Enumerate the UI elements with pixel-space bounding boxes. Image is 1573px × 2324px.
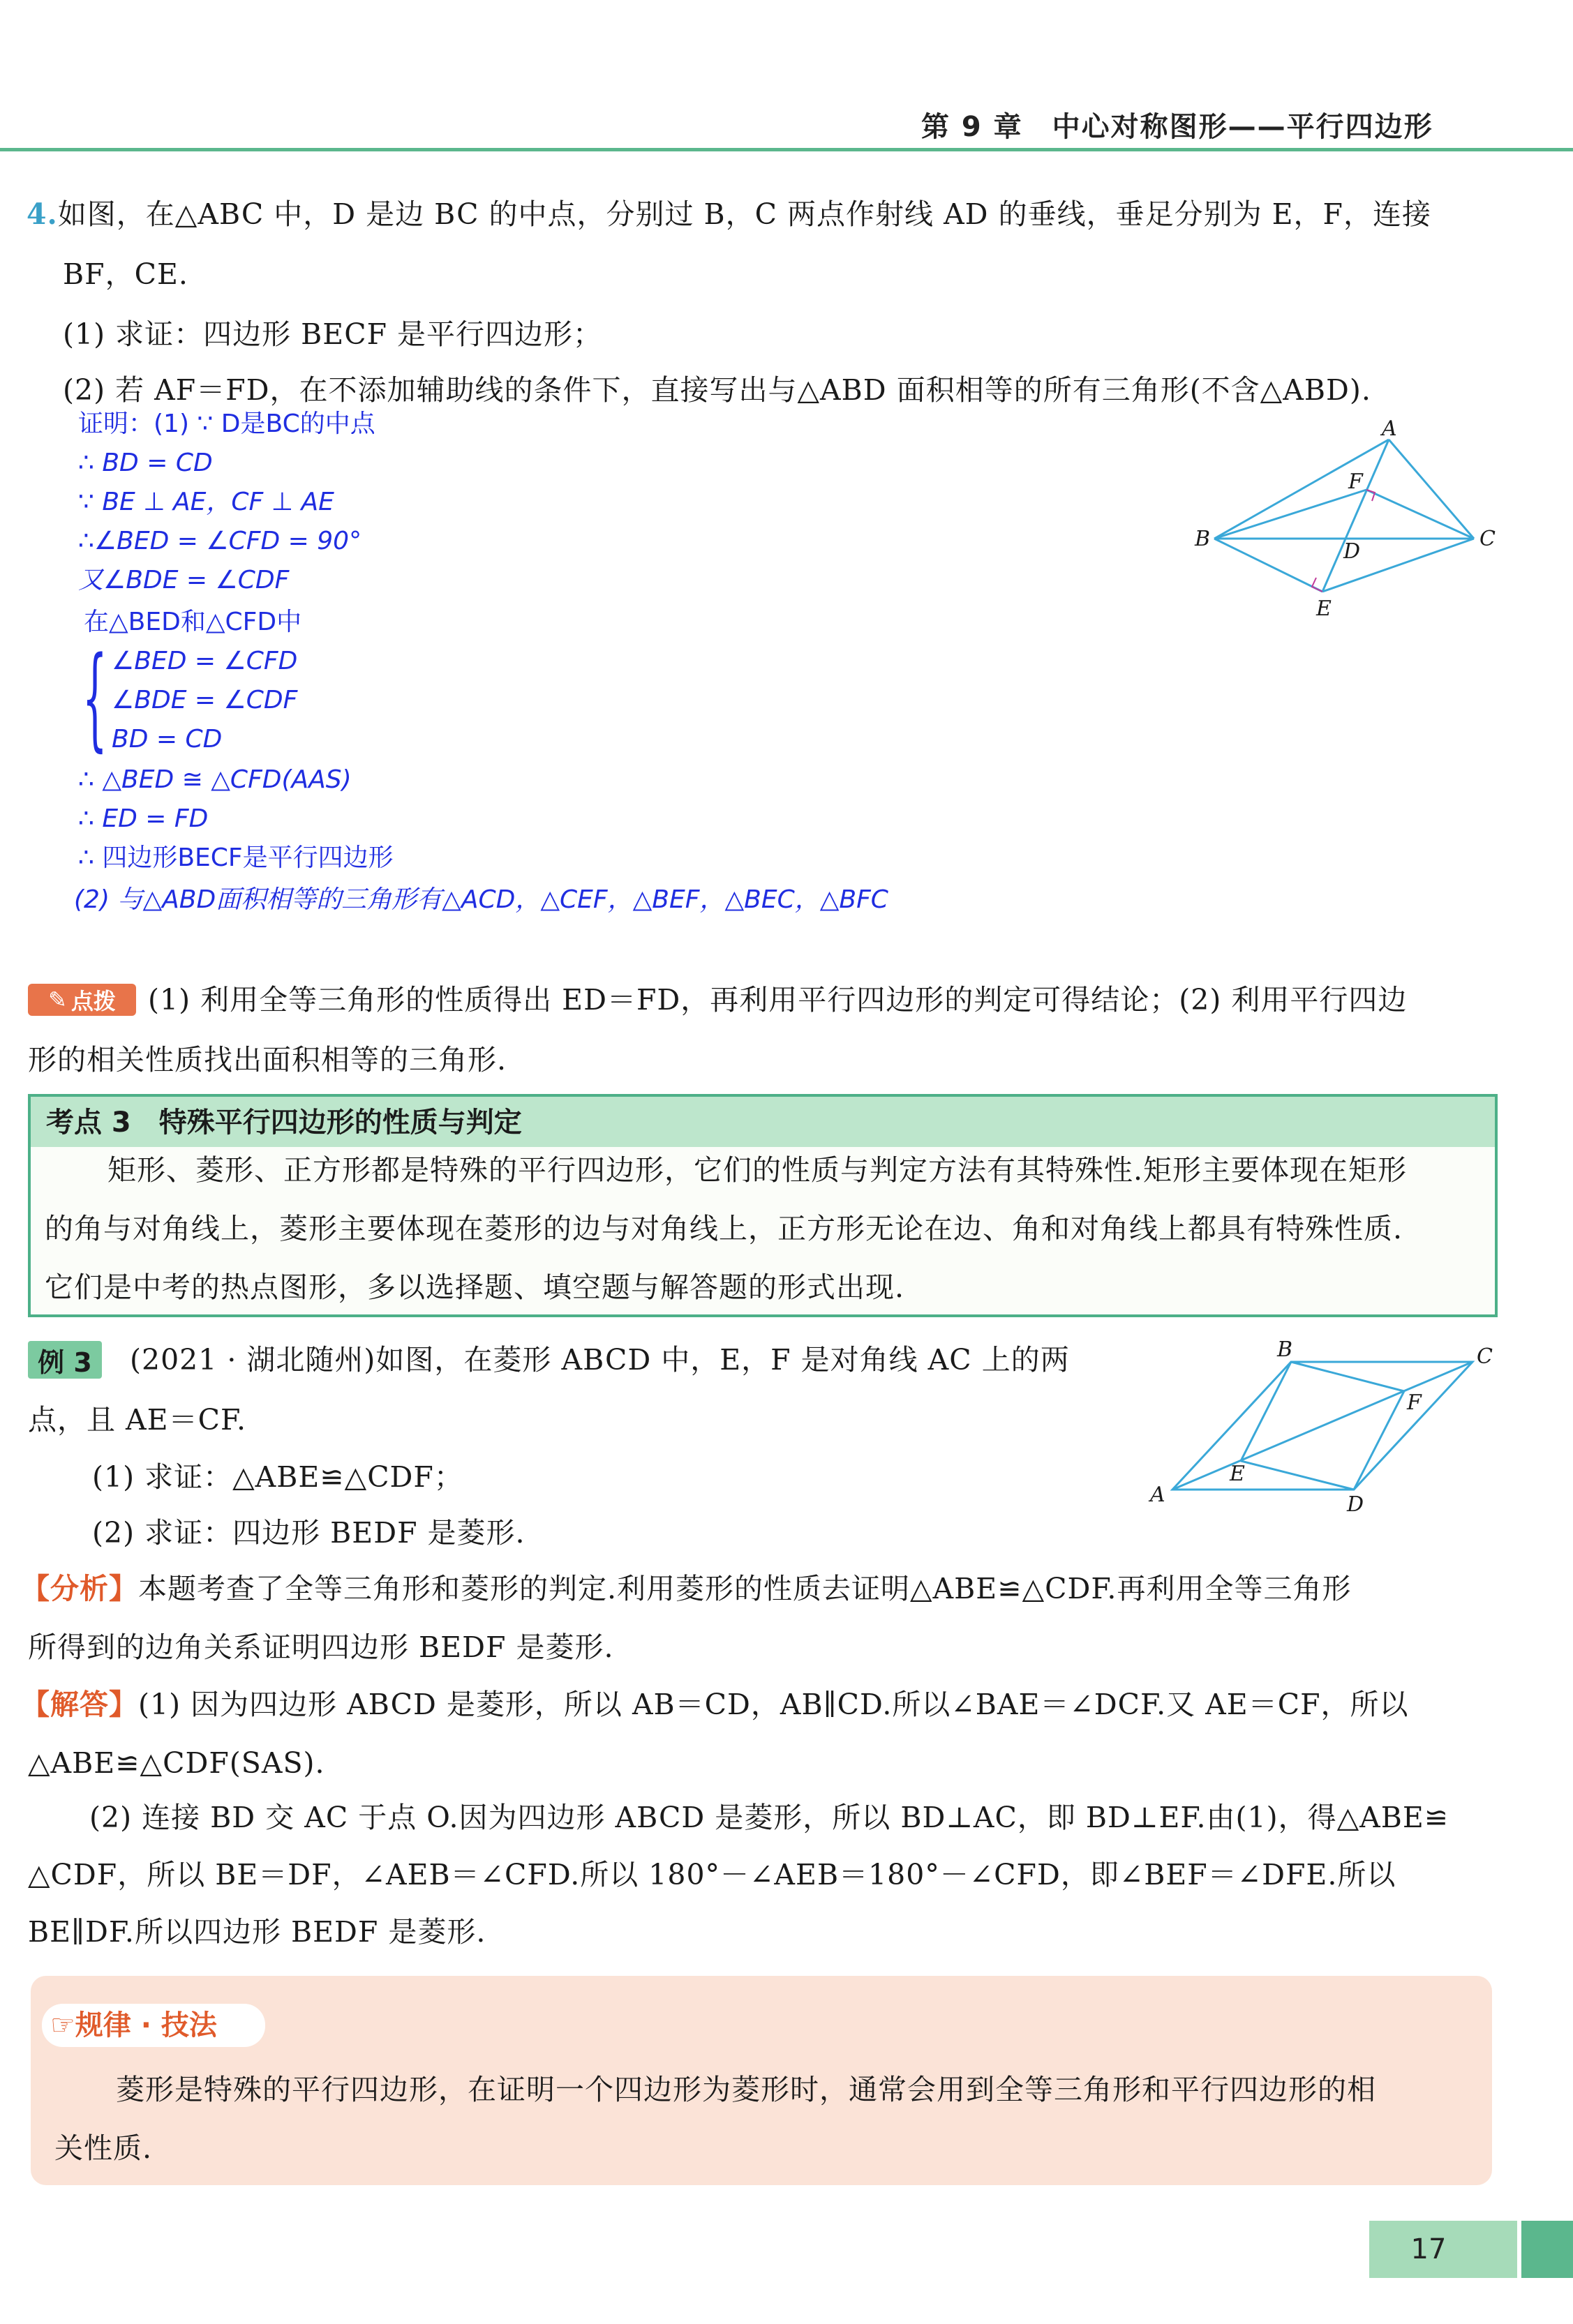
line-ED	[1241, 1461, 1354, 1490]
q4-part2: (2) 若 AF＝FD，在不添加辅助线的条件下，直接写出与△ABD 面积相等的所有三角形(不含△ABD).	[63, 373, 1371, 407]
dianbo-label: 点拨	[70, 988, 116, 1014]
ex3-label-D: D	[1347, 1492, 1364, 1514]
solution-text1: (1) 因为四边形 ABCD 是菱形，所以 AB＝CD，AB∥CD.所以∠BAE＝∠DCF.又 AE＝CF，所以	[138, 1688, 1409, 1721]
ex3-label-A: A	[1150, 1483, 1165, 1507]
example3-badge: 例 3	[28, 1341, 102, 1379]
q4-label-C: C	[1479, 527, 1496, 551]
q4-right-angle-E	[1312, 578, 1322, 592]
pencil-icon: ✎	[48, 987, 67, 1013]
dianbo-line2: 形的相关性质找出面积相等的三角形.	[28, 1043, 507, 1077]
solution-line5: BE∥DF.所以四边形 BEDF 是菱形.	[28, 1915, 486, 1949]
q4-label-D: D	[1343, 539, 1361, 564]
q4-line-FC	[1366, 490, 1474, 539]
line-DF	[1354, 1391, 1404, 1490]
answer-line1: 证明：(1) ∵ D是BC的中点	[78, 410, 375, 438]
dianbo-line1: (1) 利用全等三角形的性质得出 ED＝FD，再利用平行四边形的判定可得结论；(2) 利用平行四边	[148, 983, 1408, 1017]
answer-brace-line3: BD = CD	[112, 725, 223, 754]
q4-figure	[1186, 419, 1507, 621]
ex3-label-C: C	[1477, 1344, 1493, 1369]
line-FB	[1291, 1362, 1404, 1391]
q4-part1: (1) 求证：四边形 BECF 是平行四边形；	[63, 317, 603, 351]
guilv-line2: 关性质.	[54, 2131, 153, 2165]
q4-line1	[27, 184, 1431, 244]
q4-label-F: F	[1348, 470, 1363, 494]
example3-figure	[1138, 1340, 1500, 1514]
solution-line3: (2) 连接 BD 交 AC 于点 O.因为四边形 ABCD 是菱形，所以 BD⊥AC，即 BD⊥EF.由(1)，得△ABE≌	[89, 1801, 1449, 1834]
answer-line10: (2) 与△ABD面积相等的三角形有△ACD，△CEF，△BEF，△BEC，△BFC	[74, 885, 888, 914]
answer-brace-line1: ∠BED = ∠CFD	[112, 647, 298, 675]
q4-label-A: A	[1382, 419, 1397, 441]
q4-line-AC	[1389, 440, 1474, 539]
solution-line1	[21, 1674, 1409, 1734]
q4-line2: BF，CE.	[63, 257, 188, 291]
q4-text1: 如图，在△ABC 中，D 是边 BC 的中点，分别过 B，C 两点作射线 AD 的垂线，垂足分别为 E，F，连接	[57, 197, 1431, 231]
line-BE	[1241, 1362, 1291, 1461]
answer-line2: ∴ BD = CD	[78, 449, 213, 477]
ex3-label-E: E	[1230, 1462, 1245, 1486]
analysis-line2: 所得到的边角关系证明四边形 BEDF 是菱形.	[28, 1630, 614, 1664]
example3-part1: (1) 求证：△ABE≌△CDF；	[92, 1460, 463, 1494]
chapter-header: 第 9 章 中心对称图形——平行四边形	[921, 111, 1433, 143]
page-number: 17	[1410, 2233, 1447, 2265]
guilv-line1: 菱形是特殊的平行四边形，在证明一个四边形为菱形时，通常会用到全等三角形和平行四边形的相	[116, 2073, 1376, 2106]
answer-brace: {	[82, 632, 107, 763]
analysis-text1: 本题考查了全等三角形和菱形的判定.利用菱形的性质去证明△ABE≌△CDF.再利用全等三角形	[138, 1572, 1352, 1605]
analysis-line1	[21, 1559, 1351, 1619]
header-divider	[0, 148, 1573, 151]
analysis-tag: 【分析】	[21, 1572, 138, 1605]
solution-line4: △CDF，所以 BE＝DF，∠AEB＝∠CFD.所以 180°－∠AEB＝180°－∠CFD，即∠BEF＝∠DFE.所以	[28, 1858, 1396, 1891]
kaodian-line1: 矩形、菱形、正方形都是特殊的平行四边形，它们的性质与判定方法有其特殊性.矩形主要体现在矩形	[107, 1153, 1408, 1187]
dianbo-badge	[28, 984, 136, 1016]
answer-line6: 在△BED和△CFD中	[84, 608, 302, 636]
answer-line9: ∴ 四边形BECF是平行四边形	[78, 844, 394, 872]
kaodian-line3: 它们是中考的热点图形，多以选择题、填空题与解答题的形式出现.	[45, 1270, 905, 1304]
q4-label-E: E	[1316, 597, 1332, 621]
answer-brace-line2: ∠BDE = ∠CDF	[112, 686, 298, 714]
answer-line4: ∴∠BED = ∠CFD = 90°	[78, 527, 362, 555]
answer-line8: ∴ ED = FD	[78, 804, 209, 833]
example3-part2: (2) 求证：四边形 BEDF 是菱形.	[92, 1516, 525, 1550]
solution-tag: 【解答】	[21, 1688, 138, 1721]
q4-label-B: B	[1195, 527, 1211, 551]
kaodian-title: 考点 3 特殊平行四边形的性质与判定	[46, 1107, 522, 1139]
ex3-label-B: B	[1277, 1340, 1293, 1362]
q4-line-BE	[1214, 539, 1322, 592]
q4-number: 4.	[27, 197, 58, 231]
diagonal-AC	[1172, 1362, 1473, 1490]
answer-line3: ∵ BE ⊥ AE，CF ⊥ AE	[78, 488, 334, 516]
example3-line2: 点，且 AE＝CF.	[28, 1403, 247, 1437]
q4-line-AE	[1322, 440, 1389, 592]
kaodian-line2: 的角与对角线上，菱形主要体现在菱形的边与对角线上，正方形无论在边、角和对角线上都具有特殊性质.	[45, 1212, 1403, 1245]
solution-line2: △ABE≌△CDF(SAS).	[28, 1746, 325, 1780]
q4-line-BF	[1214, 490, 1366, 539]
ex3-label-F: F	[1407, 1390, 1422, 1415]
answer-line7: ∴ △BED ≅ △CFD(AAS)	[78, 765, 352, 794]
guilv-title: ☞规律 · 技法	[50, 2009, 217, 2041]
page-number-bar	[1521, 2221, 1573, 2278]
example3-line1: (2021 · 湖北随州)如图，在菱形 ABCD 中，E，F 是对角线 AC 上的两	[130, 1343, 1070, 1377]
answer-line5: 又∠BDE = ∠CDF	[78, 566, 290, 594]
